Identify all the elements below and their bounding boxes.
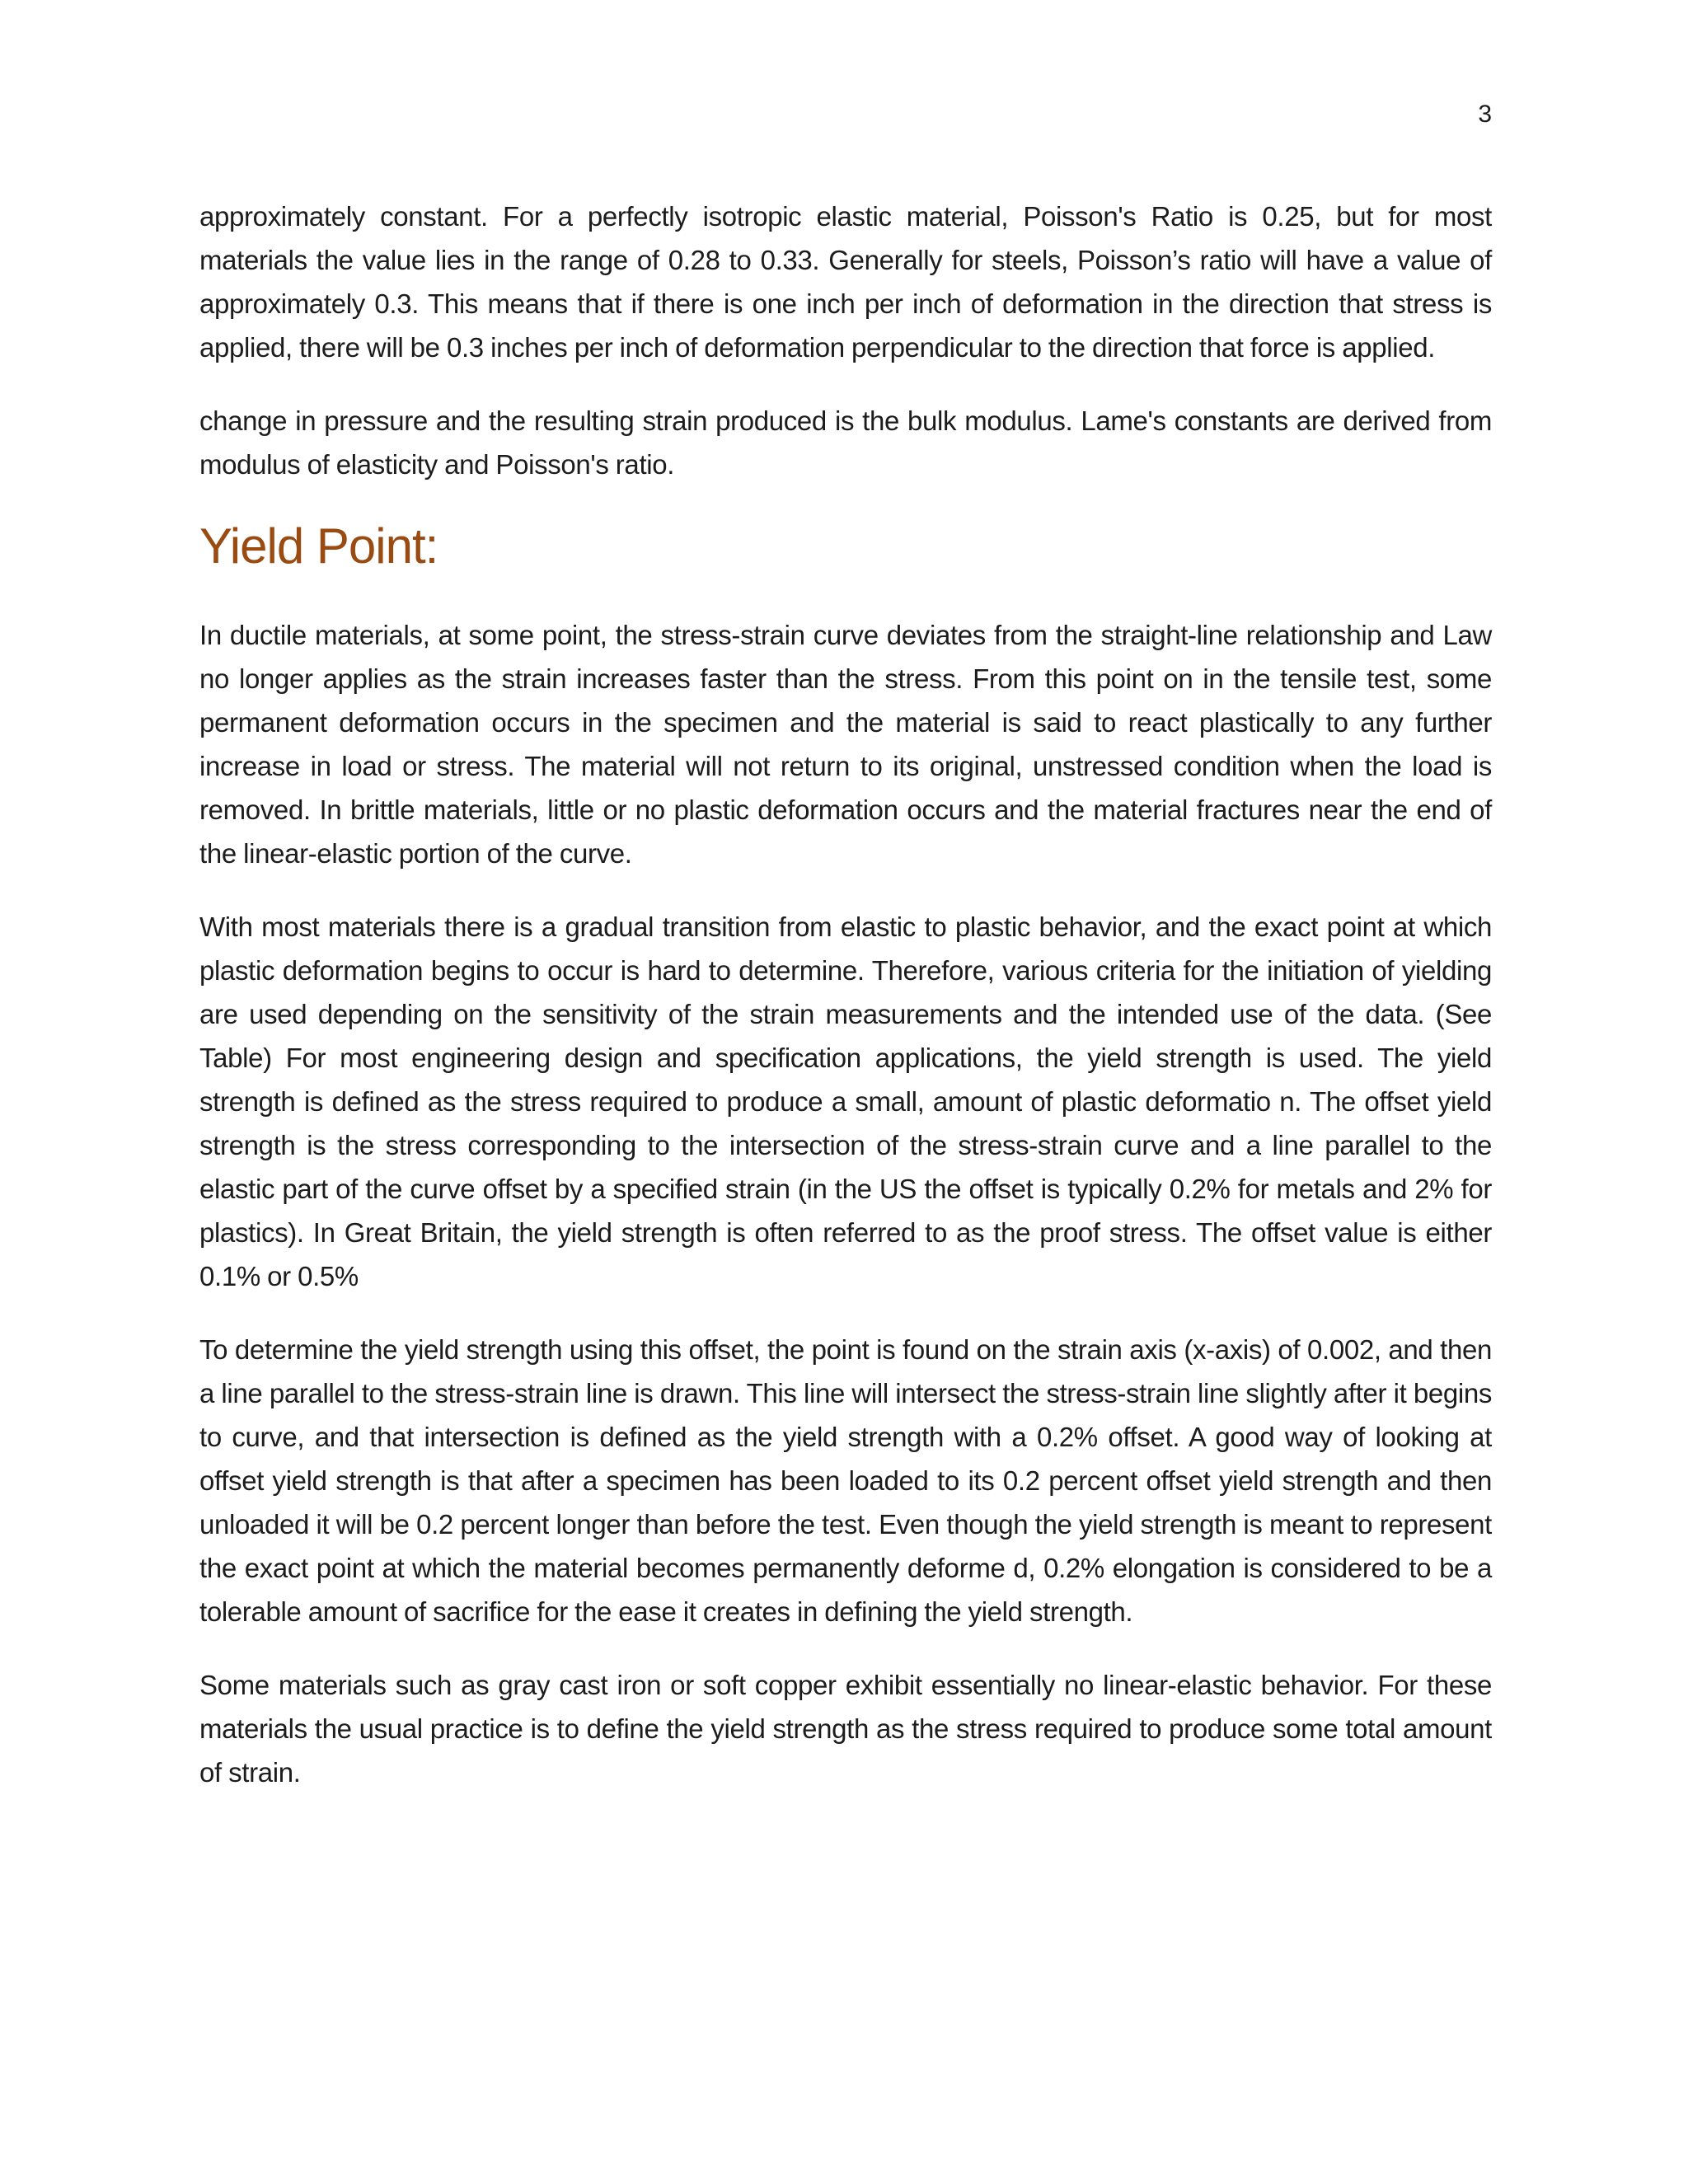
section-heading-yield-point: Yield Point: — [199, 518, 438, 574]
paragraph-non-linear-materials: Some materials such as gray cast iron or soft copper exhibit essentially no linear-elastic behavior. For these materials the usual practice is to define the yield strength as the stress required to produce some total amount of strain. — [199, 1670, 1492, 1788]
paragraph-offset-method: To determine the yield strength using this offset, the point is found on the strain axis (x-axis) of 0.002, and then a line parallel to the stress-strain line is drawn. This line will intersect the stress-strain line slightly after it begins to curve, and that intersection is defined as the yield strength with a 0.2% offset. A good way of looking at offset yield strength is that after a specimen has been loaded to its 0.2 percent offset yield strength and then unloaded it will be 0.2 percent longer than before the test. Even though the yield strength is meant to represent the exact point at which the material becomes permanently deforme d, 0.2% elongation is considered to be a tolerable amount of sacrifice for the ease it creates in defining the yield strength. — [199, 1334, 1492, 1627]
paragraph-elastic-plastic-transition: With most materials there is a gradual transition from elastic to plastic behavior, and the exact point at which plastic deformation begins to occur is hard to determine. Therefore, various criteria for the initiation of yielding are used depending on the sensitivity of the strain measurements and the intended use of the data. (See Table) For most engineering design and specification applications, the yield strength is used. The yield strength is defined as the stress required to produce a small, amount of plastic deformatio n. The offset yield strength is the stress corresponding to the intersection of the stress-strain curve and a line parallel to the elastic part of the curve offset by a specified strain (in the US the offset is typically 0.2% for metals and 2% for plastics). In Great Britain, the yield strength is often referred to as the proof stress. The offset value is either 0.1% or 0.5% — [199, 912, 1492, 1291]
page-number: 3 — [1478, 101, 1492, 128]
paragraph-poissons-ratio: approximately constant. For a perfectly isotropic elastic material, Poisson's Ratio is 0.25, but for most materials the value lies in the range of 0.28 to 0.33. Generally for steels, Poisson’s ratio will have a value of approximately 0.3. This means that if there is one inch per inch of deformation in the direction that stress is applied, there will be 0.3 inches per inch of deformation perpendicular to the direction that force is applied. — [199, 201, 1492, 363]
paragraph-ductile-materials: In ductile materials, at some point, the stress-strain curve deviates from the straight-line relationship and Law no longer applies as the strain increases faster than the stress. From this point on in the tensile test, some permanent deformation occurs in the specimen and the material is said to react plastically to any further increase in load or stress. The material will not return to its original, unstressed condition when the load is removed. In brittle materials, little or no plastic deformation occurs and the material fractures near the end of the linear-elastic portion of the curve. — [199, 620, 1492, 869]
page-body — [199, 194, 1492, 1824]
paragraph-bulk-modulus: change in pressure and the resulting strain produced is the bulk modulus. Lame's constants are derived from modulus of elasticity and Poisson's ratio. — [199, 405, 1492, 480]
